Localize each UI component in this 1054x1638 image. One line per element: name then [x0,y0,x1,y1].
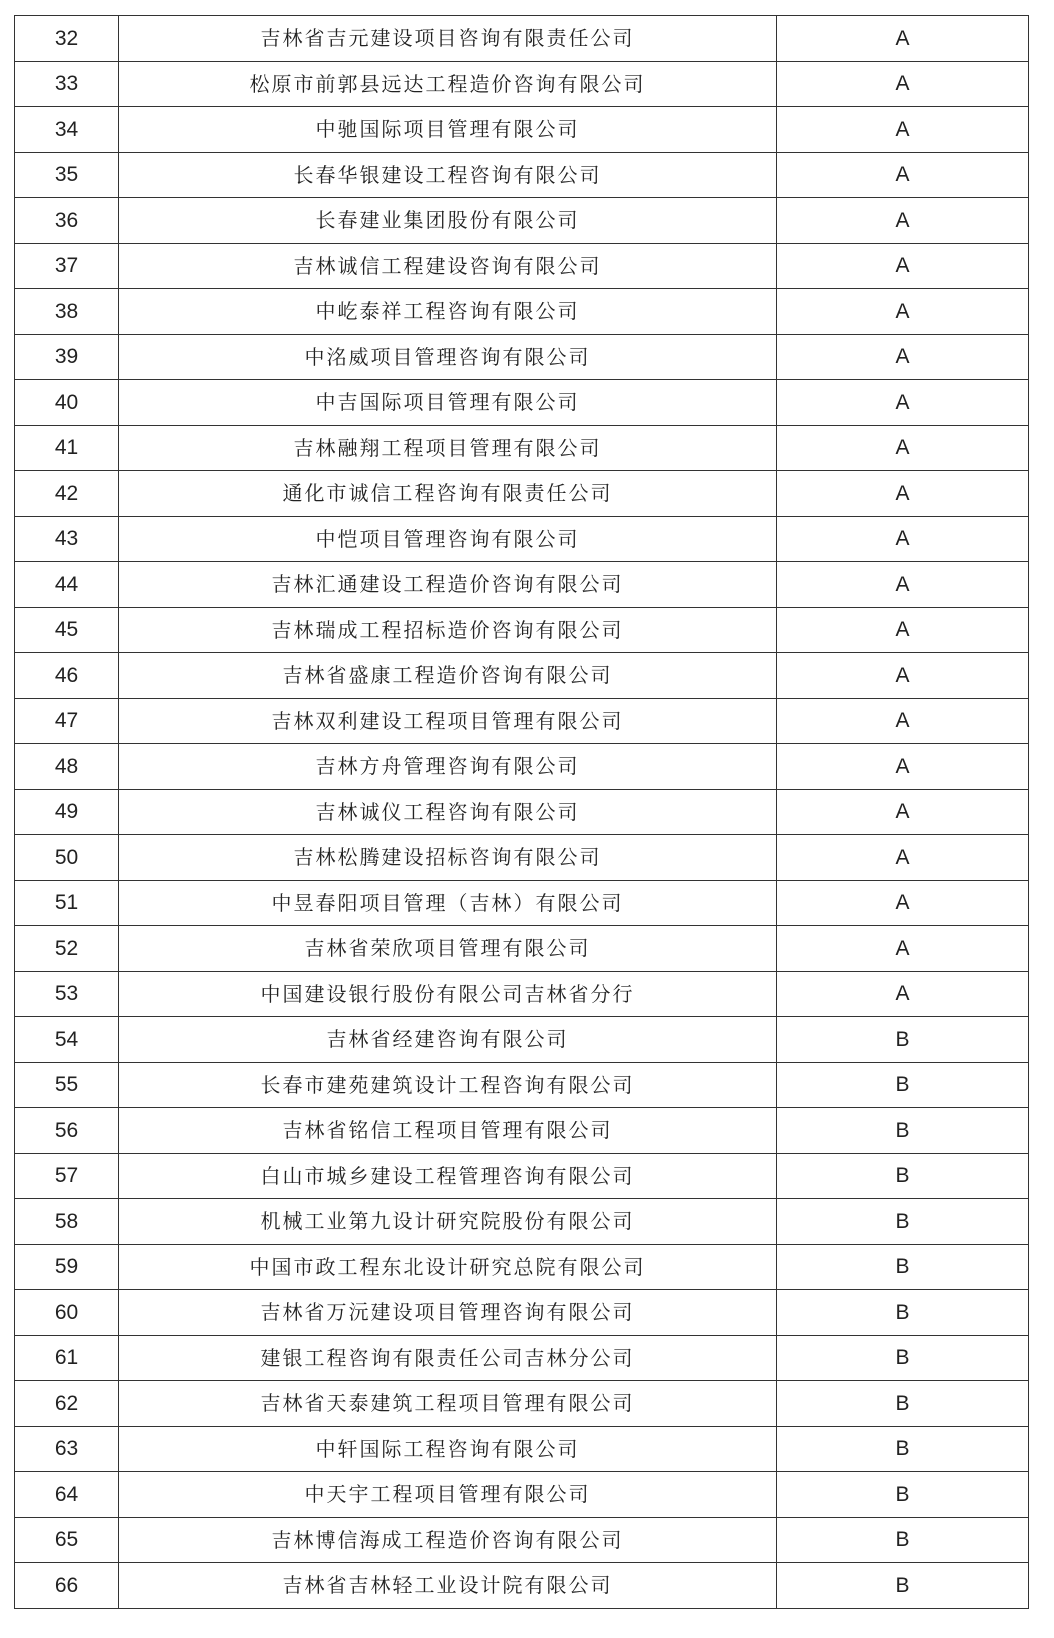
company-name-cell: 吉林省经建咨询有限公司 [119,1017,777,1063]
grade-cell: A [777,653,1029,699]
company-name-cell: 建银工程咨询有限责任公司吉林分公司 [119,1335,777,1381]
grade-cell: A [777,243,1029,289]
grade-cell: B [777,1472,1029,1518]
grade-cell: A [777,835,1029,881]
grade-cell: A [777,380,1029,426]
company-name-cell: 长春建业集团股份有限公司 [119,198,777,244]
grade-cell: A [777,334,1029,380]
grade-cell: B [777,1517,1029,1563]
table-row [15,1017,1029,1063]
table-row [15,789,1029,835]
company-name-cell: 中国市政工程东北设计研究总院有限公司 [119,1244,777,1290]
table-row [15,243,1029,289]
grade-cell: A [777,425,1029,471]
row-number-cell: 42 [15,471,119,517]
row-number-cell: 64 [15,1472,119,1518]
grade-cell: A [777,607,1029,653]
table-row [15,61,1029,107]
table-body [15,16,1029,1609]
grade-cell: A [777,107,1029,153]
row-number-cell: 53 [15,971,119,1017]
grade-cell: A [777,698,1029,744]
table-row [15,1244,1029,1290]
company-name-cell: 吉林双利建设工程项目管理有限公司 [119,698,777,744]
row-number-cell: 63 [15,1426,119,1472]
grade-cell: B [777,1563,1029,1609]
grade-cell: A [777,516,1029,562]
grade-cell: B [777,1199,1029,1245]
row-number-cell: 57 [15,1153,119,1199]
grade-cell: B [777,1017,1029,1063]
grade-cell: B [777,1290,1029,1336]
company-name-cell: 吉林省吉林轻工业设计院有限公司 [119,1563,777,1609]
company-name-cell: 吉林融翔工程项目管理有限公司 [119,425,777,471]
row-number-cell: 60 [15,1290,119,1336]
table-row [15,880,1029,926]
company-name-cell: 吉林瑞成工程招标造价咨询有限公司 [119,607,777,653]
company-name-cell: 长春市建苑建筑设计工程咨询有限公司 [119,1062,777,1108]
company-name-cell: 吉林省万沅建设项目管理咨询有限公司 [119,1290,777,1336]
company-name-cell: 吉林省吉元建设项目咨询有限责任公司 [119,16,777,62]
row-number-cell: 43 [15,516,119,562]
company-name-cell: 吉林诚信工程建设咨询有限公司 [119,243,777,289]
company-name-cell: 长春华银建设工程咨询有限公司 [119,152,777,198]
grade-cell: A [777,789,1029,835]
grade-cell: B [777,1244,1029,1290]
table-row [15,1563,1029,1609]
row-number-cell: 66 [15,1563,119,1609]
company-name-cell: 机械工业第九设计研究院股份有限公司 [119,1199,777,1245]
table-row [15,380,1029,426]
grade-cell: A [777,971,1029,1017]
grade-cell: A [777,152,1029,198]
document-page [14,15,1028,1609]
company-name-cell: 松原市前郭县远达工程造价咨询有限公司 [119,61,777,107]
company-name-cell: 中国建设银行股份有限公司吉林省分行 [119,971,777,1017]
company-name-cell: 吉林省盛康工程造价咨询有限公司 [119,653,777,699]
company-name-cell: 中洺威项目管理咨询有限公司 [119,334,777,380]
row-number-cell: 37 [15,243,119,289]
company-name-cell: 中昱春阳项目管理（吉林）有限公司 [119,880,777,926]
table-row [15,1472,1029,1518]
table-row [15,1199,1029,1245]
table-row [15,562,1029,608]
table-row [15,744,1029,790]
row-number-cell: 32 [15,16,119,62]
row-number-cell: 46 [15,653,119,699]
row-number-cell: 38 [15,289,119,335]
table-row [15,1062,1029,1108]
row-number-cell: 58 [15,1199,119,1245]
row-number-cell: 59 [15,1244,119,1290]
table-row [15,1517,1029,1563]
row-number-cell: 36 [15,198,119,244]
row-number-cell: 52 [15,926,119,972]
company-name-cell: 通化市诚信工程咨询有限责任公司 [119,471,777,517]
table-row [15,289,1029,335]
grade-cell: B [777,1153,1029,1199]
table-row [15,471,1029,517]
table-row [15,1290,1029,1336]
row-number-cell: 40 [15,380,119,426]
company-name-cell: 中驰国际项目管理有限公司 [119,107,777,153]
table-row [15,926,1029,972]
table-row [15,198,1029,244]
grade-cell: B [777,1426,1029,1472]
company-name-cell: 白山市城乡建设工程管理咨询有限公司 [119,1153,777,1199]
company-name-cell: 吉林博信海成工程造价咨询有限公司 [119,1517,777,1563]
row-number-cell: 51 [15,880,119,926]
row-number-cell: 35 [15,152,119,198]
grade-cell: B [777,1335,1029,1381]
company-name-cell: 吉林方舟管理咨询有限公司 [119,744,777,790]
table-row [15,653,1029,699]
grade-cell: A [777,471,1029,517]
row-number-cell: 39 [15,334,119,380]
table-row [15,971,1029,1017]
table-row [15,1153,1029,1199]
row-number-cell: 61 [15,1335,119,1381]
table-row [15,698,1029,744]
table-row [15,516,1029,562]
grade-cell: A [777,16,1029,62]
row-number-cell: 45 [15,607,119,653]
table-row [15,835,1029,881]
grade-cell: A [777,61,1029,107]
row-number-cell: 56 [15,1108,119,1154]
company-name-cell: 吉林省天泰建筑工程项目管理有限公司 [119,1381,777,1427]
company-name-cell: 吉林汇通建设工程造价咨询有限公司 [119,562,777,608]
grade-cell: B [777,1108,1029,1154]
table-row [15,334,1029,380]
table-row [15,16,1029,62]
company-name-cell: 吉林省荣欣项目管理有限公司 [119,926,777,972]
company-name-cell: 中屹泰祥工程咨询有限公司 [119,289,777,335]
row-number-cell: 44 [15,562,119,608]
company-name-cell: 中轩国际工程咨询有限公司 [119,1426,777,1472]
row-number-cell: 47 [15,698,119,744]
company-name-cell: 吉林松腾建设招标咨询有限公司 [119,835,777,881]
grade-cell: A [777,744,1029,790]
table-row [15,425,1029,471]
row-number-cell: 54 [15,1017,119,1063]
row-number-cell: 41 [15,425,119,471]
grade-cell: A [777,198,1029,244]
company-name-cell: 中吉国际项目管理有限公司 [119,380,777,426]
grade-cell: B [777,1381,1029,1427]
grade-cell: A [777,926,1029,972]
table-row [15,1335,1029,1381]
row-number-cell: 48 [15,744,119,790]
row-number-cell: 33 [15,61,119,107]
row-number-cell: 50 [15,835,119,881]
row-number-cell: 49 [15,789,119,835]
row-number-cell: 62 [15,1381,119,1427]
table-row [15,152,1029,198]
company-grade-table [14,15,1029,1609]
table-row [15,1108,1029,1154]
row-number-cell: 34 [15,107,119,153]
table-row [15,1426,1029,1472]
grade-cell: A [777,562,1029,608]
company-name-cell: 吉林诚仪工程咨询有限公司 [119,789,777,835]
row-number-cell: 65 [15,1517,119,1563]
grade-cell: A [777,880,1029,926]
grade-cell: A [777,289,1029,335]
table-row [15,607,1029,653]
company-name-cell: 中天宇工程项目管理有限公司 [119,1472,777,1518]
grade-cell: B [777,1062,1029,1108]
table-row [15,1381,1029,1427]
company-name-cell: 中恺项目管理咨询有限公司 [119,516,777,562]
row-number-cell: 55 [15,1062,119,1108]
company-name-cell: 吉林省铭信工程项目管理有限公司 [119,1108,777,1154]
table-row [15,107,1029,153]
